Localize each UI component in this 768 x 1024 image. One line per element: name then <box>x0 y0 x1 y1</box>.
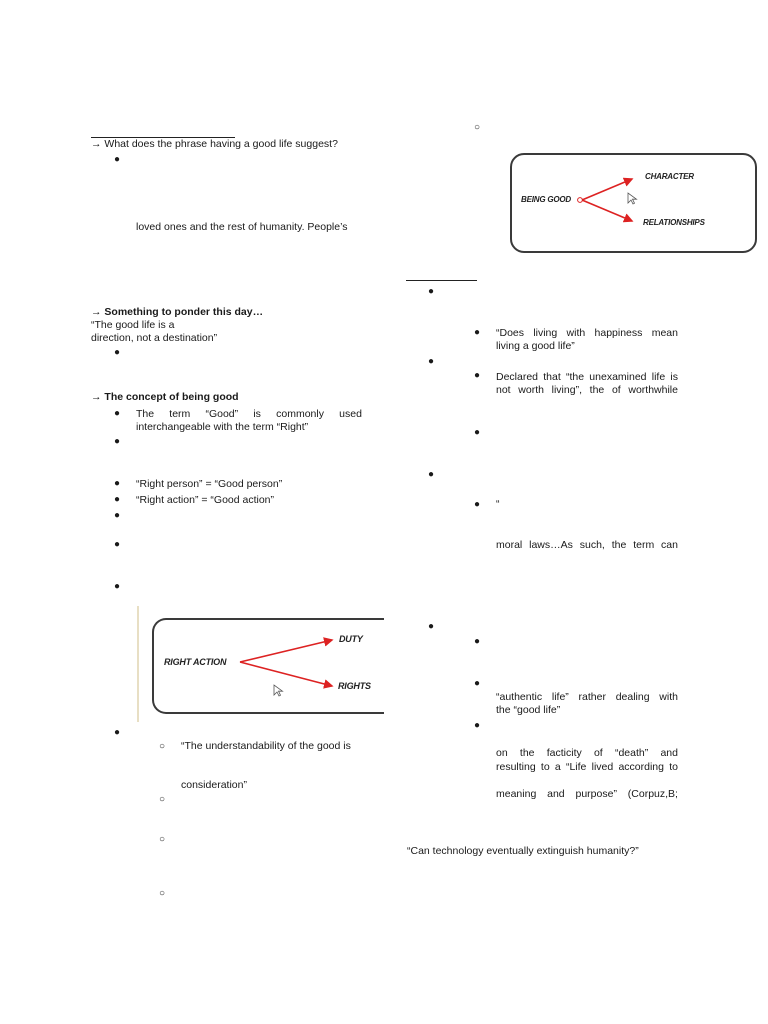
right-action-diagram-clip <box>384 612 404 722</box>
consideration-text: consideration” <box>181 779 247 791</box>
diagram-center-label: RIGHT ACTION <box>164 657 227 667</box>
word: can <box>661 539 678 551</box>
facticity-line2 <box>496 761 678 774</box>
word: worthwhile <box>628 384 678 396</box>
word: (Corpuz,B; <box>627 788 678 800</box>
word: term <box>169 408 191 420</box>
bullet-marker: ● <box>114 478 121 489</box>
word: the <box>589 384 605 396</box>
origin-node <box>578 198 583 203</box>
word: the <box>519 747 535 759</box>
word: such, <box>579 539 605 551</box>
authentic-line2: the “good life” <box>496 704 561 716</box>
word: “authentic <box>496 691 543 703</box>
word: mean <box>651 327 678 339</box>
sub-bullet-marker: ○ <box>159 794 166 805</box>
word: is <box>253 408 261 420</box>
word: the <box>611 539 627 551</box>
declared-line1 <box>496 371 678 384</box>
word: life <box>651 371 666 383</box>
arrow-to-duty <box>240 640 332 662</box>
word: dealing <box>615 691 650 703</box>
word: term <box>633 539 655 551</box>
cursor-icon <box>274 685 283 696</box>
bullet-marker: ● <box>474 327 481 338</box>
word: rather <box>578 691 606 703</box>
sub-bullet-marker: ○ <box>159 888 166 899</box>
word: and <box>660 747 678 759</box>
word: resulting <box>496 761 536 773</box>
loved-ones-text: loved ones and the rest of humanity. People’s <box>136 221 348 233</box>
word: not <box>496 384 511 396</box>
bullet-marker: ● <box>474 370 481 381</box>
bullet-marker: ● <box>114 539 121 550</box>
word: that <box>543 371 561 383</box>
word: to <box>540 761 550 773</box>
declared-line2 <box>496 384 678 397</box>
understandability-text: “The understandability of the good is <box>181 740 351 752</box>
word: with <box>566 327 586 339</box>
happiness-question-line1 <box>496 327 678 340</box>
ponder-quote-line2: direction, not a destination” <box>91 332 218 344</box>
arrow-to-rights <box>240 662 332 686</box>
bullet-marker: ● <box>114 436 121 447</box>
word: used <box>339 408 362 420</box>
sub-bullet-marker: ○ <box>159 741 166 752</box>
word: “Does <box>496 327 525 339</box>
technology-question: “Can technology eventually extinguish humanity?” <box>407 845 639 857</box>
word: living”, <box>551 384 582 396</box>
word: “Good” <box>205 408 239 420</box>
diagram-top-label: CHARACTER <box>645 172 694 181</box>
figure-accent-bar <box>137 606 139 722</box>
authentic-line1 <box>496 691 678 704</box>
happiness-question-line2: living a good life” <box>496 340 575 352</box>
word: “the <box>565 371 585 383</box>
cursor-icon <box>628 193 637 204</box>
word: “death” <box>614 747 649 759</box>
bullet-marker: ● <box>114 494 121 505</box>
word: The <box>136 408 155 420</box>
word: with <box>659 691 678 703</box>
word: facticity <box>546 747 582 759</box>
word: of <box>593 747 603 759</box>
word: “Life <box>565 761 587 773</box>
bullet-marker: ● <box>474 427 481 438</box>
meaning-line <box>496 788 678 801</box>
bullet-marker: ● <box>428 621 435 632</box>
diagram-top-label: DUTY <box>339 634 363 644</box>
word: is <box>670 371 678 383</box>
bullet-marker: ● <box>114 510 121 521</box>
word: unexamined <box>589 371 647 383</box>
word: according <box>618 761 664 773</box>
word: purpose” <box>575 788 617 800</box>
bullet-marker: ● <box>474 499 481 510</box>
bullet-marker: ● <box>114 347 121 358</box>
diagram-center-label: BEING GOOD <box>521 195 572 204</box>
ponder-heading: → Something to ponder this day… <box>91 306 264 318</box>
bullet-marker: ● <box>114 154 121 165</box>
bullet-marker: ● <box>474 720 481 731</box>
sub-bullet-marker: ○ <box>159 834 166 845</box>
word: to <box>669 761 678 773</box>
word: of <box>611 384 621 396</box>
word: commonly <box>276 408 324 420</box>
bullet-marker: ● <box>114 581 121 592</box>
word: lived <box>591 761 614 773</box>
moral-laws-line <box>496 539 678 552</box>
bullet-marker: ● <box>114 408 121 419</box>
right-action-text: “Right action” = “Good action” <box>136 494 275 506</box>
bullet-marker: ● <box>474 636 481 647</box>
right-person-text: “Right person” = “Good person” <box>136 478 283 490</box>
word: moral <box>496 539 523 551</box>
bullet-marker: ● <box>428 356 435 367</box>
section-rule <box>406 280 477 281</box>
sub-bullet-marker: ○ <box>474 122 481 133</box>
word: Declared <box>496 371 539 383</box>
word: worth <box>518 384 544 396</box>
diagram-bottom-label: RIGHTS <box>338 681 371 691</box>
bullet-marker: ● <box>474 678 481 689</box>
open-quote-mark: “ <box>496 498 500 510</box>
bullet-marker: ● <box>428 286 435 297</box>
word: life” <box>551 691 569 703</box>
arrow-to-character <box>582 179 632 200</box>
word: meaning <box>496 788 537 800</box>
bullet-marker: ● <box>114 727 121 738</box>
question-heading: → What does the phrase having a good life suggest? <box>91 138 338 150</box>
word: on <box>496 747 508 759</box>
facticity-line1 <box>496 747 678 760</box>
arrow-to-relationships <box>582 200 632 221</box>
word: a <box>554 761 561 773</box>
word: laws…As <box>529 539 573 551</box>
word: and <box>547 788 565 800</box>
bullet-marker: ● <box>428 469 435 480</box>
concept-heading: → The concept of being good <box>91 391 239 403</box>
word: happiness <box>594 327 643 339</box>
word: living <box>533 327 558 339</box>
good-term-line1 <box>136 408 362 421</box>
good-term-line2: interchangeable with the term “Right” <box>136 421 309 433</box>
diagram-bottom-label: RELATIONSHIPS <box>643 218 705 227</box>
ponder-quote-line1: “The good life is a <box>91 319 175 331</box>
